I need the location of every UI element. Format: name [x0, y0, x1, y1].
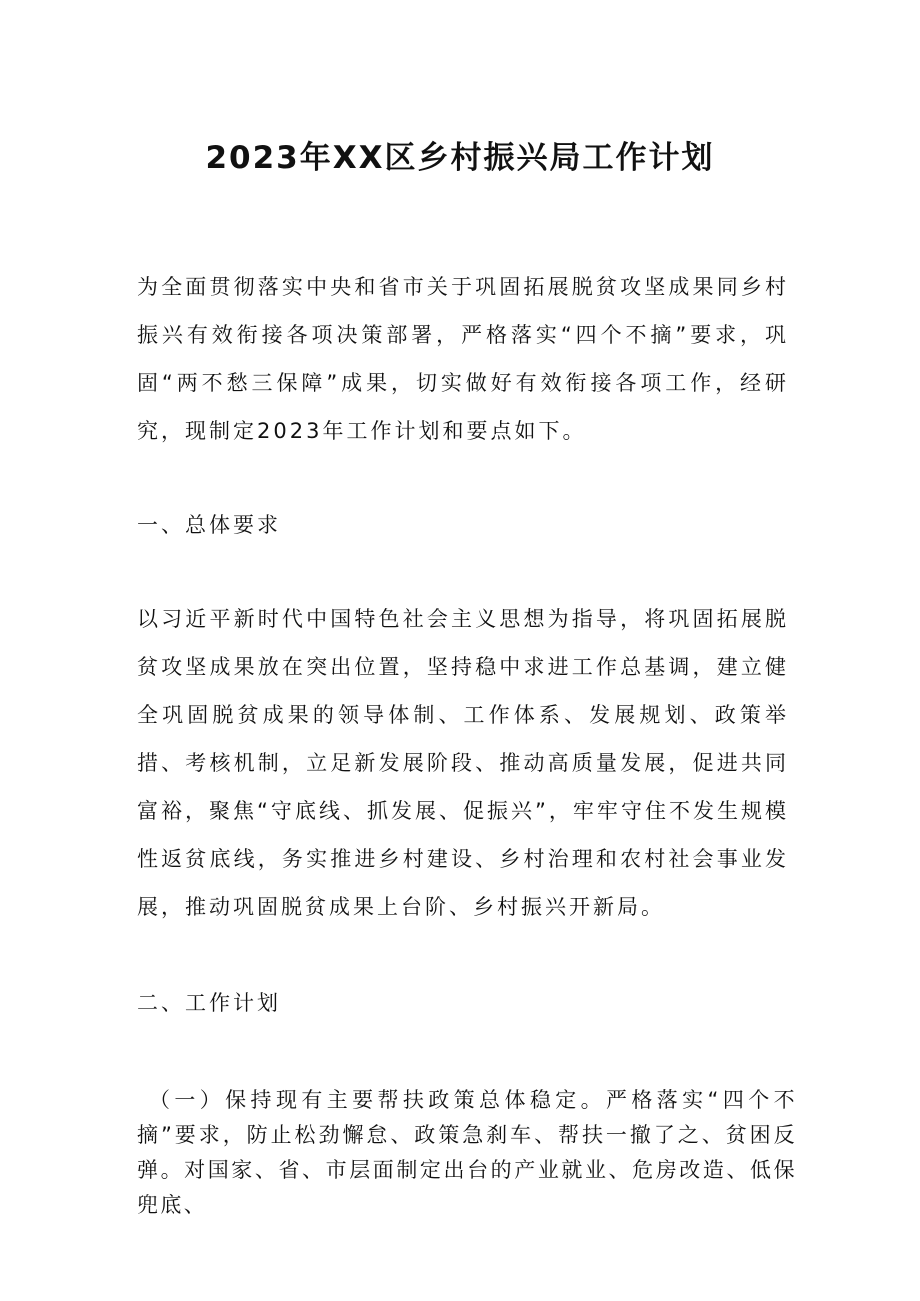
overall-requirements-paragraph: 以习近平新时代中国特色社会主义思想为指导，将巩固拓展脱贫攻坚成果放在突出位置，坚持稳中求进工作总基调，建立健全巩固脱贫成果的领导体制、工作体系、发展规划、政策举措、考核机制，立足新发展阶段、推动高质量发展，促进共同富裕，聚焦“守底线、抓发展、促振兴”，牢牢守住不发生规模性返贫底线，务实推进乡村建设、乡村治理和农村社会事业发展，推动巩固脱贫成果上台阶、乡村振兴开新局。 [137, 607, 789, 919]
work-plan-item-1-paragraph: （一）保持现有主要帮扶政策总体稳定。严格落实“四个不摘”要求，防止松劲懈怠、政策急刹车、帮扶一撤了之、贫困反弹。对国家、省、市层面制定出台的产业就业、危房改造、低保兜底、 [137, 1088, 797, 1217]
document-title: 2023年XX区乡村振兴局工作计划 [205, 140, 715, 176]
section-heading-overall-requirements: 一、总体要求 [137, 513, 281, 537]
section-heading-work-plan: 二、工作计划 [137, 991, 281, 1015]
intro-paragraph: 为全面贯彻落实中央和省市关于巩固拓展脱贫攻坚成果同乡村振兴有效衔接各项决策部署，严格落实“四个不摘”要求，巩固“两不愁三保障”成果，切实做好有效衔接各项工作，经研究，现制定2023年工作计划和要点如下。 [137, 275, 789, 443]
